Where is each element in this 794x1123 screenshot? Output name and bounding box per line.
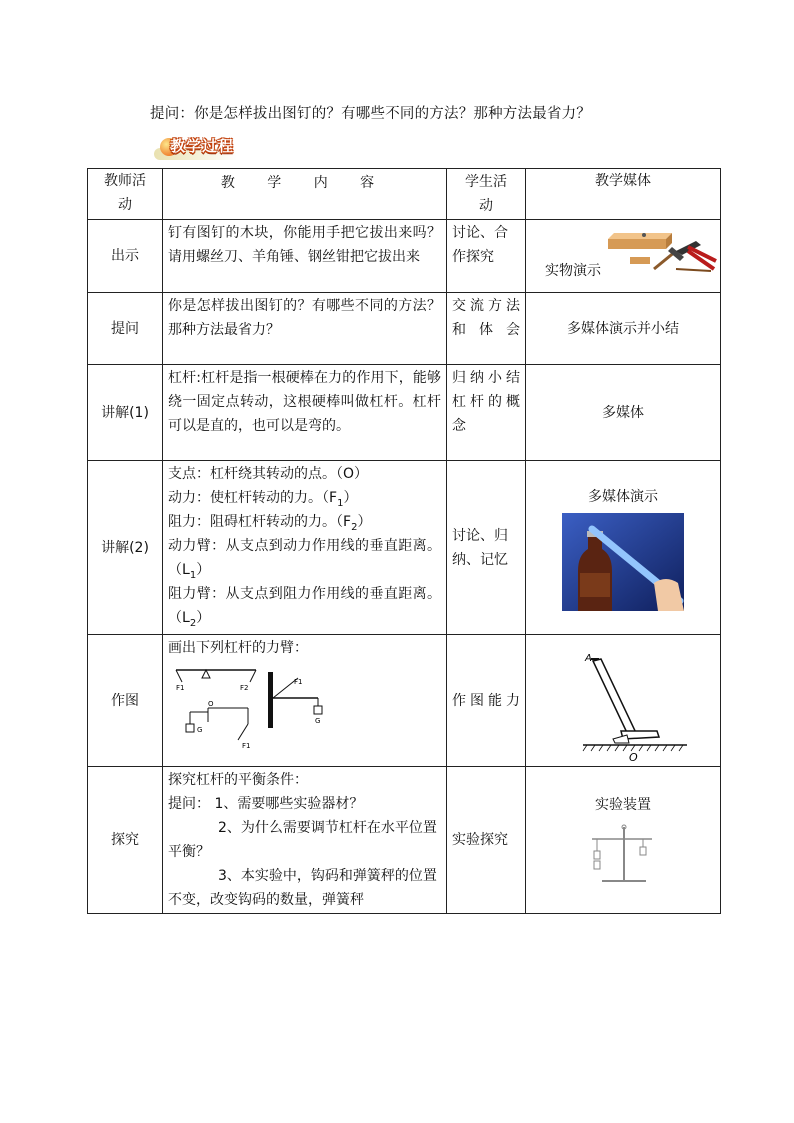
row-media [526, 767, 721, 914]
row-media [526, 461, 721, 635]
row-label: 提问 [88, 293, 163, 365]
lever-exercise-figures [168, 660, 338, 758]
def-line: 阻力：阻碍杠杆转动的力。$(F_2)$ [168, 514, 372, 533]
row-student: 讨论、合作探究 [447, 220, 526, 293]
crowbar-figure [553, 639, 693, 763]
explore-line: 提问： 1、需要哪些实验器材？ [168, 796, 364, 812]
fig-label-o: O [208, 700, 214, 708]
header-content: 教 学 内 容 [163, 169, 447, 220]
row-content [163, 767, 447, 914]
media-caption: 多媒体演示 [588, 489, 658, 505]
intro-question: 提问：你是怎样拔出图钉的？有哪些不同的方法？那种方法最省力？ [150, 106, 591, 122]
fig-label-a: A [585, 652, 592, 664]
explore-line: 3、本实验中，钩码和弹簧秤的位置不变，改变钩码的数量，弹簧秤 [168, 868, 437, 908]
row-media [526, 220, 721, 293]
def-line: 动力：使杠杆转动的力。$(F_1)$ [168, 490, 358, 509]
row-content: 你是怎样拔出图钉的？有哪些不同的方法？那种方法最省力？ [163, 293, 447, 365]
row-student: 实验探究 [447, 767, 526, 914]
row-media: 多媒体演示并小结 [526, 293, 721, 365]
row-student: 归纳小结杠杆的概念 [447, 365, 526, 461]
table-row [88, 220, 721, 293]
table-row [88, 767, 721, 914]
table-header-row [88, 169, 721, 220]
bottle-opener-photo [562, 513, 684, 611]
header-media: 教学媒体 [526, 169, 721, 220]
banner-label: 教学过程 [170, 137, 235, 155]
fig-label-o2: O [629, 750, 638, 763]
explore-line: 2、为什么需要调节杠杆在水平位置平衡？ [168, 820, 437, 860]
row-student: 交流方法和体会 [447, 293, 526, 365]
row-label: 探究 [88, 767, 163, 914]
row-content: 杠杆:杠杆是指一根硬棒在力的作用下，能够绕一固定点转动，这根硬棒叫做杠杆。杠杆可以是直的，也可以是弯的。 [163, 365, 447, 461]
table-row [88, 365, 721, 461]
header-student: 学生活动 [447, 169, 526, 220]
header-teacher: 教师活动 [88, 169, 163, 220]
table-row [88, 635, 721, 767]
fig-label-f1: F1 [176, 684, 185, 692]
fig-label-g2: G [197, 726, 203, 734]
media-caption: 实验装置 [595, 797, 651, 813]
row-label: 出示 [88, 220, 163, 293]
row-student: 作图能力 [447, 635, 526, 767]
def-line: 支点：杠杆绕其转动的点。（O） [168, 466, 369, 482]
fig-label-g: G [315, 717, 321, 725]
lesson-table [87, 168, 721, 914]
row-student: 讨论、归纳、记忆 [447, 461, 526, 635]
def-line: 动力臂：从支点到动力作用线的垂直距离。$(L_1)$ [168, 538, 441, 581]
explore-line: 探究杠杆的平衡条件： [168, 772, 308, 788]
row-media: 多媒体 [526, 365, 721, 461]
fig-label-f2: F2 [240, 684, 249, 692]
row-label: 讲解(2) [88, 461, 163, 635]
fig-label-f1c: F1 [242, 742, 251, 750]
table-row [88, 293, 721, 365]
row-media [526, 635, 721, 767]
section-banner [160, 134, 260, 160]
fig-label-f1b: F1 [294, 678, 303, 686]
draw-instruction: 画出下列杠杆的力臂： [168, 640, 308, 656]
row-label: 作图 [88, 635, 163, 767]
def-line: 阻力臂：从支点到阻力作用线的垂直距离。$(L_2)$ [168, 586, 441, 629]
table-row [88, 461, 721, 635]
row-content [163, 635, 447, 767]
media-caption: 实物演示 [545, 263, 601, 279]
row-content: 钉有图钉的木块，你能用手把它拔出来吗？请用螺丝刀、羊角锤、钢丝钳把它拔出来 [163, 220, 447, 293]
row-content [163, 461, 447, 635]
row-label: 讲解(1) [88, 365, 163, 461]
apparatus-figure [588, 821, 658, 885]
